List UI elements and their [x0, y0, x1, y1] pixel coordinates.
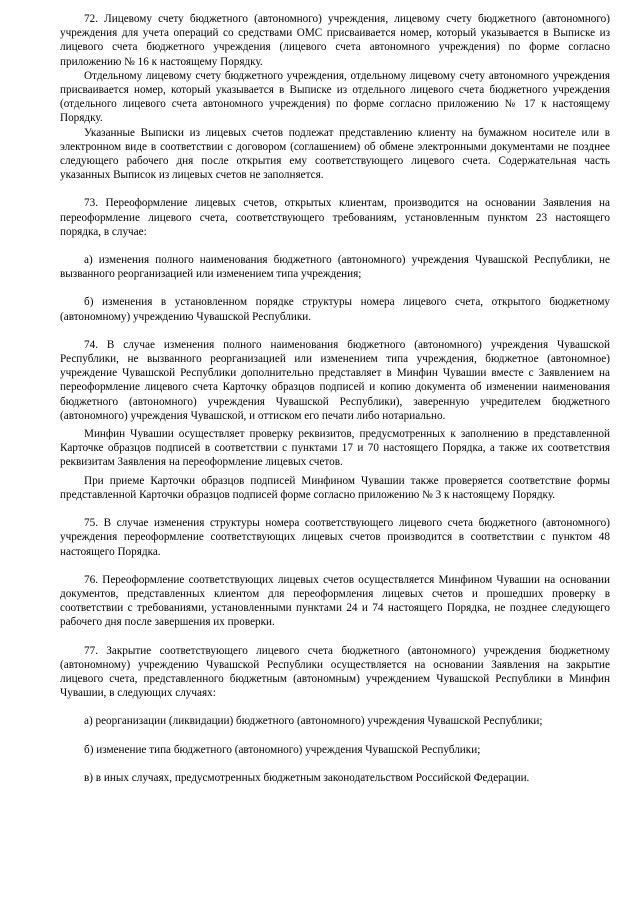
paragraph-73: 73. Переоформление лицевых счетов, открытых клиентам, производится на основании Заявления на переоформление лицевого счета, соответствующего требованиям, установленным пунктом 23 настоящего порядка, в случае: — [60, 197, 610, 238]
paragraph-72-statements: Указанные Выписки из лицевых счетов подлежат представлению клиенту на бумажном носителе или в электронном виде в соответствии с договором (соглашением) об обмене электронными документами не позднее следующего рабочего дня после открытия ему соответствующего лицевого счета. Содержательная часть указанных Выписок из лицевых счетов не заполняется. — [60, 126, 610, 182]
paragraph-74: 74. В случае изменения полного наименования бюджетного (автономного) учреждения Чувашской Республики, не вызванного реорганизацией или изменением типа учреждения, бюджетное (автономное) учреждение Чувашской Республики дополнительно представляет в Минфин Чувашии вместе с Заявлением на переоформление лицевого счета Карточку образцов подписей и копию документа об изменении наименования бюджетного (автономного) учреждения Чувашской Республики), заверенную учредителем бюджетного (автономного) учреждения Чувашской, и оттиском его печати либо нотариально. — [60, 338, 610, 422]
paragraph-73-item-a: а) изменения полного наименования бюджетного (автономного) учреждения Чувашской Республики, не вызванного реорганизацией или изменением типа учреждения; — [60, 254, 610, 281]
paragraph-77: 77. Закрытие соответствующего лицевого счета бюджетного (автономного) учреждения бюджетному (автономному) учреждению Чувашской Республики осуществляется на основании Заявления на закрытие лицевого счета, представленного бюджетным (автономным) учреждением Чувашской Республики в Минфин Чувашии, в следующих случаях: — [60, 644, 610, 700]
spacer — [60, 502, 610, 516]
paragraph-75: 75. В случае изменения структуры номера соответствующего лицевого счета бюджетного (автономного) учреждения переоформление соответствующих лицевых счетов производится в соответствии с пунктом 48 настоящего Порядка. — [60, 517, 610, 558]
paragraph-74-verification: Минфин Чувашии осуществляет проверку реквизитов, предусмотренных к заполнению в представленной Карточке образцов подписей в соответствии с пунктами 17 и 70 настоящего Порядка, а также их соответствия реквизитам Заявления на переоформление лицевых счетов. — [60, 428, 610, 469]
spacer — [60, 757, 610, 771]
spacer — [60, 281, 610, 295]
paragraph-76: 76. Переоформление соответствующих лицевых счетов осуществляется Минфином Чувашии на основании документов, представленных клиентом для переоформления лицевых счетов и прошедших проверку в соответствии с требованиями, установленными пунктами 24 и 74 настоящего Порядка, не позднее следующего рабочего дня после завершения их проверки. — [60, 573, 610, 629]
paragraph-77-item-a: а) реорганизации (ликвидации) бюджетного (автономного) учреждения Чувашской Республики; — [84, 715, 543, 728]
spacer — [60, 630, 610, 644]
document-body — [60, 12, 610, 785]
paragraph-74-form-check: При приеме Карточки образцов подписей Минфином Чувашии также проверяется соответствие формы представленной Карточки образцов подписей форме согласно приложению № 3 к настоящему Порядку. — [60, 474, 610, 501]
spacer — [60, 559, 610, 573]
spacer — [60, 700, 610, 714]
spacer — [60, 182, 610, 196]
paragraph-73-item-b: б) изменения в установленном порядке структуры номера лицевого счета, открытого бюджетному (автономному) учреждению Чувашской Республики. — [60, 296, 610, 323]
spacer — [60, 239, 610, 253]
spacer — [60, 324, 610, 338]
paragraph-72-separate-account: Отдельному лицевому счету бюджетного учреждения, отдельному лицевому счету автономного учреждения присваивается номер, который указывается в Выписке из отдельного лицевого счета бюджетного учреждения (отдельного лицевого счета автономного учреждения) по форме согласно приложению № 17 к настоящему Порядку. — [60, 69, 610, 125]
paragraph-77-item-c: в) в иных случаях, предусмотренных бюджетным законодательством Российской Федерации. — [84, 771, 530, 784]
paragraph-77-item-b: б) изменение типа бюджетного (автономного) учреждения Чувашской Республики; — [84, 743, 481, 756]
spacer — [60, 729, 610, 743]
paragraph-72: 72. Лицевому счету бюджетного (автономного) учреждения, лицевому счету бюджетного (автономного) учреждения для учета операций со средствами ОМС присваивается номер, который указывается в Выписке из лицевого счета бюджетного учреждения (лицевого счета автономного учреждения) по форме согласно приложению № 16 к настоящему Порядку. — [60, 13, 610, 68]
